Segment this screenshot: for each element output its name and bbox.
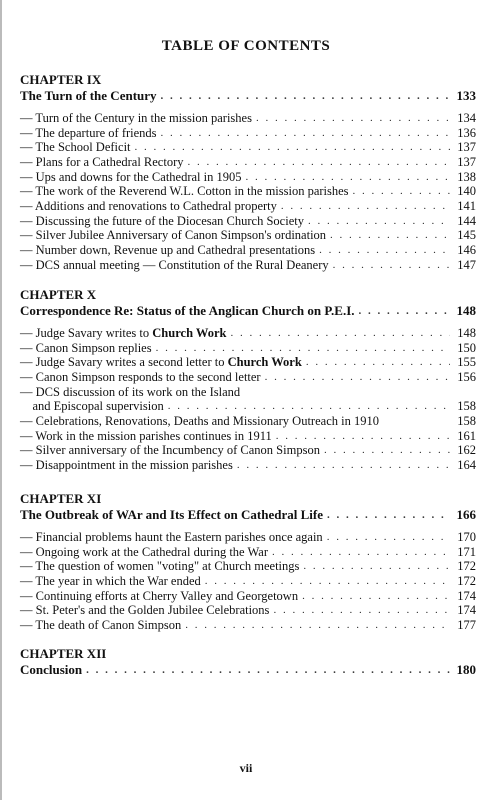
toc-entry-page-number: 146 — [457, 243, 476, 258]
dot-leader — [306, 355, 450, 370]
toc-entry-text: — DCS discussion of its work on the Island — [20, 384, 241, 399]
dot-leader — [168, 399, 450, 414]
toc-entry-page-number: 148 — [457, 325, 476, 340]
toc-entry-page-number: 174 — [457, 603, 476, 618]
dot-leader — [156, 341, 450, 356]
toc-entry — [20, 170, 476, 185]
toc-entry-page-number: 137 — [457, 155, 476, 170]
toc-entry — [20, 126, 476, 141]
dot-leader — [281, 199, 450, 214]
toc-entry — [20, 618, 476, 633]
dot-leader — [327, 508, 450, 523]
toc-entry-text: — Judge Savary writes to Church Work — [20, 325, 227, 340]
toc-entry — [20, 429, 476, 444]
dot-leader — [86, 663, 450, 678]
dot-leader — [185, 618, 450, 633]
toc-entry — [20, 258, 476, 273]
chapter-title-row — [20, 507, 476, 523]
toc-entry-text: — Financial problems haunt the Eastern parishes once again — [20, 529, 323, 544]
chapter-number: CHAPTER XI — [20, 491, 102, 506]
toc-entry — [20, 530, 476, 545]
toc-entry-text: — DCS annual meeting — Constitution of the Rural Deanery — [20, 257, 329, 272]
toc-entry-page-number: 150 — [457, 340, 476, 355]
chapter-title: The Turn of the Century — [20, 88, 157, 104]
toc-entry-page-number: 137 — [457, 140, 476, 155]
toc-entry-text: — The work of the Reverend W.L. Cotton in the mission parishes — [20, 184, 349, 199]
toc-entry — [20, 458, 476, 473]
toc-entry-text: — Ongoing work at the Cathedral during the War — [20, 544, 269, 559]
dot-leader — [205, 574, 450, 589]
chapter-block — [20, 287, 476, 473]
dot-leader — [161, 89, 450, 104]
dot-leader — [302, 589, 450, 604]
chapter-number: CHAPTER IX — [20, 72, 102, 87]
toc-entry — [20, 444, 476, 459]
page-number-footer: vii — [239, 761, 253, 775]
chapter-page-number: 166 — [456, 507, 476, 523]
dot-leader — [324, 443, 450, 458]
toc-entry-page-number: 172 — [457, 574, 476, 589]
toc-entry — [20, 589, 476, 604]
toc-entry-text: — The year in which the War ended — [20, 574, 201, 589]
chapter-title-row — [20, 88, 476, 104]
dot-leader — [308, 214, 450, 229]
toc-entry-page-number: 138 — [457, 169, 476, 184]
toc-entry — [20, 414, 476, 429]
toc-entry-page-number: 164 — [457, 458, 476, 473]
toc-entry — [20, 111, 476, 126]
chapter-title-row — [20, 662, 476, 678]
toc-entry — [20, 214, 476, 229]
dot-leader — [353, 184, 450, 199]
toc-entry-text: — Work in the mission parishes continues in 1911 — [20, 428, 272, 443]
toc-entry-text: and Episcopal supervision — [20, 399, 164, 414]
toc-entry-page-number: 174 — [457, 588, 476, 603]
chapter-number: CHAPTER X — [20, 287, 97, 302]
dot-leader — [327, 530, 450, 545]
spacer — [20, 104, 476, 111]
chapter-title: The Outbreak of WAr and Its Effect on Cathedral Life — [20, 507, 323, 523]
chapter-title: Correspondence Re: Status of the Anglican Church on P.E.I. — [20, 303, 355, 319]
toc-entry-page-number: 141 — [457, 199, 476, 214]
dot-leader — [359, 304, 450, 319]
toc-entry-page-number: 170 — [457, 529, 476, 544]
toc-entry-text: — The question of women "voting" at Church meetings — [20, 559, 300, 574]
toc-entry-text: — The departure of friends — [20, 125, 157, 140]
toc-entry-text: — Canon Simpson responds to the second letter — [20, 370, 261, 385]
toc-entry-page-number: 144 — [457, 213, 476, 228]
toc-entry-page-number: 156 — [457, 370, 476, 385]
toc-entry-text: — Plans for a Cathedral Rectory — [20, 155, 184, 170]
toc-entry — [20, 574, 476, 589]
toc-entry-page-number: 145 — [457, 228, 476, 243]
chapter-page-number: 148 — [456, 303, 476, 319]
toc-entry-page-number: 134 — [457, 110, 476, 125]
toc-entry — [20, 326, 476, 341]
toc-entry — [20, 155, 476, 170]
toc-entry-text: — Turn of the Century in the mission parishes — [20, 110, 252, 125]
toc-entry — [20, 545, 476, 560]
toc-entry-page-number: 140 — [457, 184, 476, 199]
toc-entry-text: — Judge Savary writes a second letter to Church Work — [20, 355, 302, 370]
toc-entry-text: — Canon Simpson replies — [20, 340, 152, 355]
chapter-page-number: 180 — [456, 662, 476, 678]
toc-entry-text: — Celebrations, Renovations, Deaths and Missionary Outreach in 1910 — [20, 414, 379, 429]
toc-entry-text: — The School Deficit — [20, 140, 131, 155]
toc-entry-text: — Additions and renovations to Cathedral property — [20, 199, 277, 214]
dot-leader — [188, 155, 451, 170]
toc-entry-page-number: 172 — [457, 559, 476, 574]
toc-entry-page-number: 171 — [457, 544, 476, 559]
toc-entry — [20, 184, 476, 199]
toc-entry — [20, 559, 476, 574]
dot-leader — [237, 458, 450, 473]
toc-entry-page-number: 158 — [457, 399, 476, 414]
toc-entry — [20, 229, 476, 244]
chapter-number: CHAPTER XII — [20, 646, 107, 661]
dot-leader — [265, 370, 450, 385]
dot-leader — [231, 326, 451, 341]
toc-entry-text: — The death of Canon Simpson — [20, 618, 182, 633]
toc-entry-page-number: 161 — [457, 428, 476, 443]
toc-entry-text: — Discussing the future of the Diocesan Church Society — [20, 213, 304, 228]
chapter-block — [20, 646, 476, 678]
chapter-title: Conclusion — [20, 662, 83, 678]
page-title: TABLE OF CONTENTS — [161, 38, 331, 54]
toc-entry-text: — Number down, Revenue up and Cathedral presentations — [20, 243, 316, 258]
dot-leader — [330, 228, 450, 243]
toc-entry — [20, 243, 476, 258]
toc-entry-page-number: 158 — [457, 414, 476, 429]
dot-leader — [303, 559, 450, 574]
toc-entry-page-number: 136 — [457, 125, 476, 140]
toc-entry — [20, 341, 476, 356]
chapter-block — [20, 72, 476, 273]
dot-leader — [161, 126, 450, 141]
toc-entry-text: — Disappointment in the mission parishes — [20, 458, 233, 473]
toc-entry-text: — St. Peter's and the Golden Jubilee Celebrations — [20, 603, 270, 618]
dot-leader — [256, 111, 450, 126]
toc-entry — [20, 199, 476, 214]
dot-leader — [319, 243, 450, 258]
toc-entry — [20, 385, 476, 400]
dot-leader — [273, 603, 450, 618]
dot-leader — [246, 170, 451, 185]
dot-leader — [276, 429, 450, 444]
chapter-title-row — [20, 303, 476, 319]
toc-entry-text: — Continuing efforts at Cherry Valley and Georgetown — [20, 588, 299, 603]
toc-entry — [20, 370, 476, 385]
toc-entry — [20, 399, 476, 414]
dot-leader — [272, 545, 450, 560]
toc-entry-text: — Silver anniversary of the Incumbency of Canon Simpson — [20, 443, 320, 458]
dot-leader — [333, 258, 450, 273]
toc-entry — [20, 140, 476, 155]
toc-entry-emphasis: Church Work — [227, 355, 302, 370]
toc-entry-page-number: 162 — [457, 443, 476, 458]
spacer — [20, 523, 476, 530]
toc-entry — [20, 355, 476, 370]
toc-entry-text: — Ups and downs for the Cathedral in 1905 — [20, 169, 242, 184]
toc-entry-page-number: 155 — [457, 355, 476, 370]
toc-entry-emphasis: Church Work — [152, 325, 227, 340]
chapter-page-number: 133 — [456, 88, 476, 104]
dot-leader — [135, 140, 450, 155]
toc-entry-page-number: 177 — [457, 618, 476, 633]
chapter-block — [20, 491, 476, 633]
spacer — [20, 319, 476, 326]
toc-entry-page-number: 147 — [457, 257, 476, 272]
toc-entry-text: — Silver Jubilee Anniversary of Canon Simpson's ordination — [20, 228, 327, 243]
toc-entry — [20, 603, 476, 618]
